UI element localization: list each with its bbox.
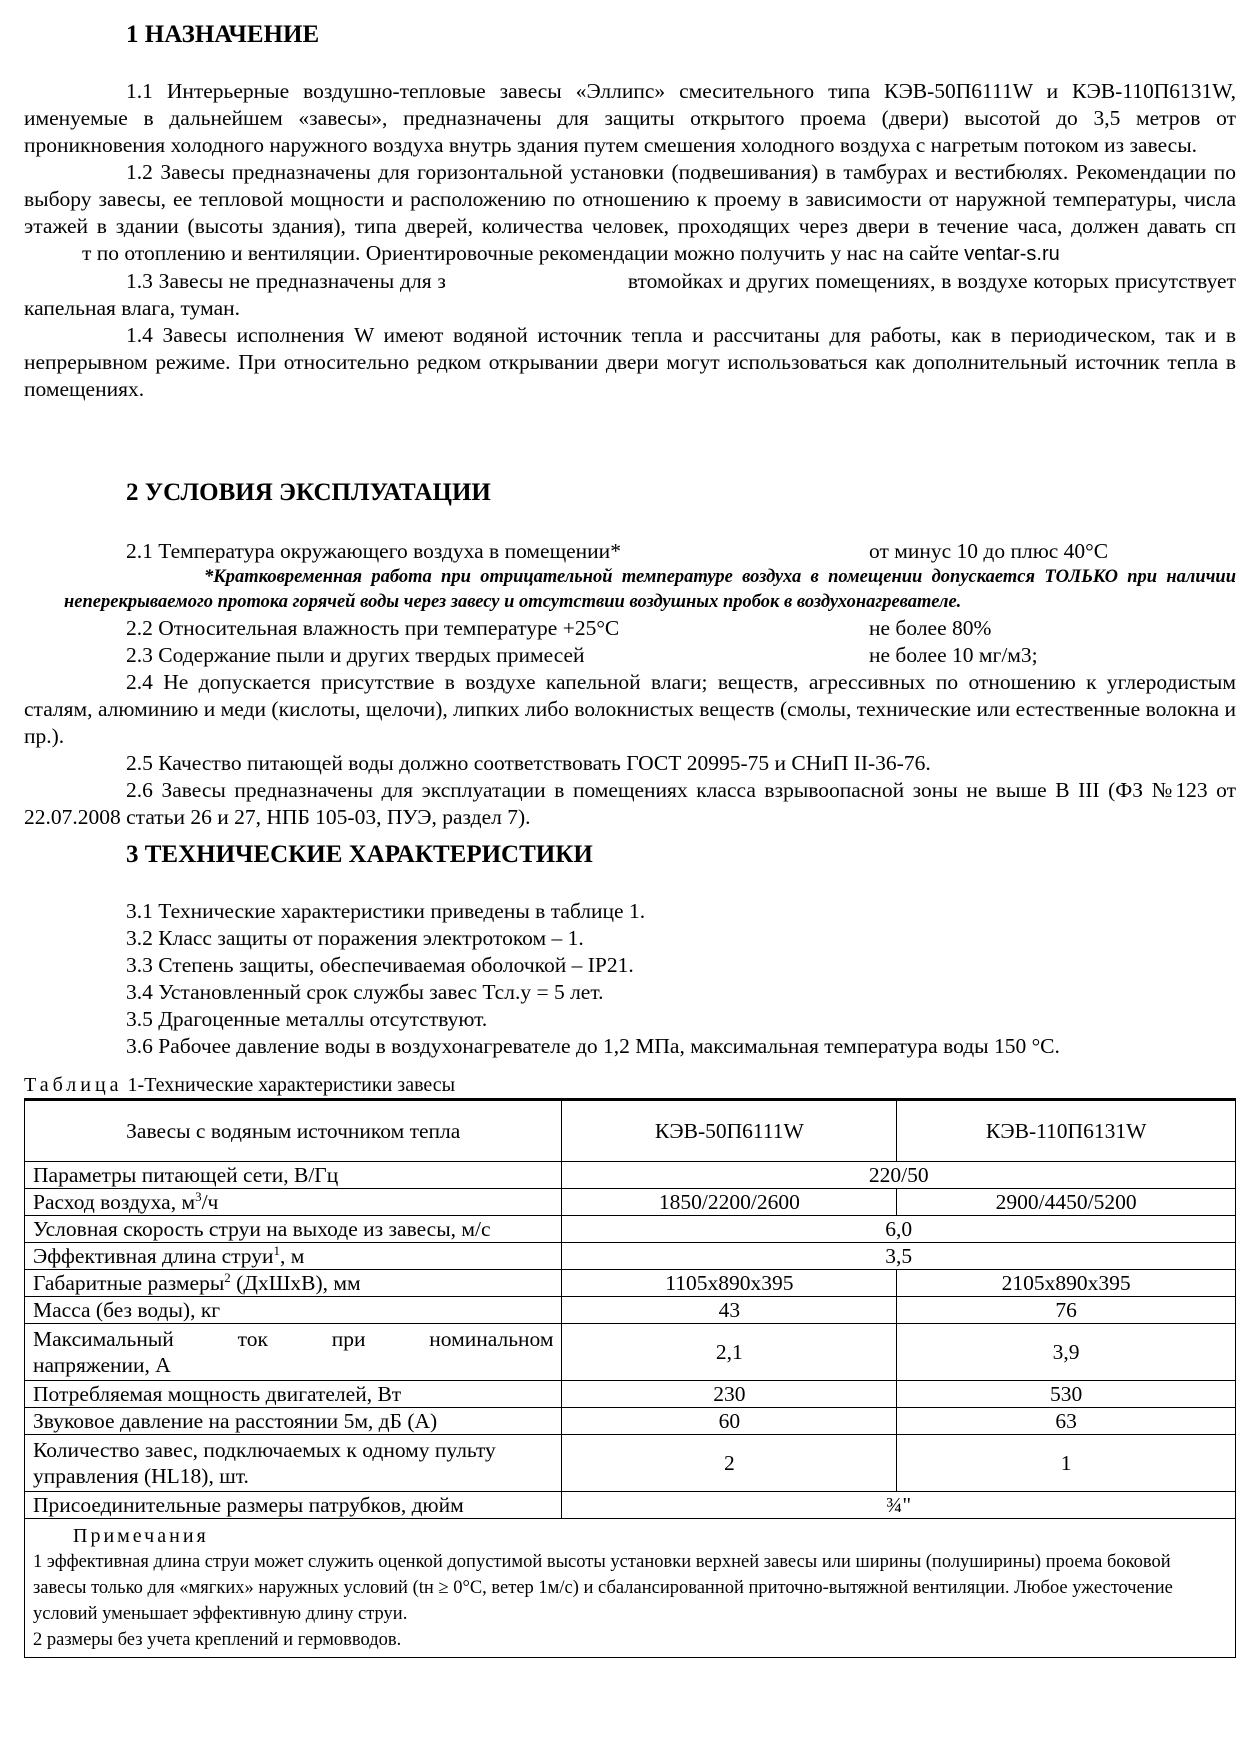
spec-line-3-6: 3.6 Рабочее давление воды в воздухонагревателе до 1,2 МПа, максимальная температура воды 150 °С. <box>126 1034 1060 1058</box>
section-3-heading: 3 ТЕХНИЧЕСКИЕ ХАРАКТЕРИСТИКИ <box>126 841 593 868</box>
section-2-body <box>24 538 1236 831</box>
table-row <box>25 1435 1236 1492</box>
paragraph-1-2-part-a: 1.2 Завесы предназначены для горизонтальной установки (подвешивания) в тамбурах и вестибюлях. Рекомендации по выбору завесы, ее тепловой мощности и расположению по отношению к проему в зависимости от наружной температуры, числа этажей в здании (высоты здания), типа дверей, количества человек, проходящих через двери в течение часа, должен давать сп <box>24 160 1236 238</box>
header-cell: КЭВ-110П6131W <box>897 1100 1236 1162</box>
table-row <box>25 1324 1236 1381</box>
row-label: Эффективная длина струи$^1$, м <box>25 1243 562 1270</box>
row-value-both: 220/50 <box>562 1162 1236 1189</box>
row-value-b: 530 <box>897 1381 1236 1408</box>
spec-line-3-4: 3.4 Установленный срок службы завес Тсл.у = 5 лет. <box>126 980 604 1004</box>
spec-line-3-5: 3.5 Драгоценные металлы отсутствуют. <box>126 1007 488 1031</box>
condition-value: не более 80% <box>869 616 992 640</box>
row-value-a: 2,1 <box>562 1324 897 1381</box>
row-value-a: 1105х890х395 <box>562 1270 897 1297</box>
spec-line-3-2: 3.2 Класс защиты от поражения электротоком – 1. <box>126 926 584 950</box>
condition-label: 2.1 Температура окружающего воздуха в помещении* <box>126 539 621 563</box>
condition-value: не более 10 мг/м3; <box>869 643 1038 667</box>
table-row <box>25 1381 1236 1408</box>
row-label: Масса (без воды), кг <box>25 1297 562 1324</box>
temperature-note: *Кратковременная работа при отрицательной температуре воздуха в помещении допускается ТОЛЬКО при наличии неперекрываемого протока горячей воды через завесу и отсутствии воздушных пробок в воздухонагревателе. <box>64 567 1236 612</box>
notes-title: Примечания <box>73 1525 209 1547</box>
row-value-b: 76 <box>897 1297 1236 1324</box>
paragraph-1-3 <box>24 268 1236 322</box>
table-caption <box>24 1072 455 1099</box>
paragraph-1-2-part-b: т по отоплению и вентиляции. Ориентировочные рекомендации можно получить у нас на сайте <box>82 241 959 265</box>
section-1-heading: 1 НАЗНАЧЕНИЕ <box>126 21 320 48</box>
row-value-b: 63 <box>897 1408 1236 1435</box>
spec-line-3-1: 3.1 Технические характеристики приведены в таблице 1. <box>126 899 646 923</box>
paragraph-1-3-part-a: 1.3 Завесы не предназначены для з <box>126 269 446 293</box>
row-value-a: 43 <box>562 1297 897 1324</box>
row-value-a: 230 <box>562 1381 897 1408</box>
table-caption-text: 1-Технические характеристики завесы <box>127 1074 456 1096</box>
note-1: 1 эффективная длина струи может служить оценкой допустимой высоты установки верхней завесы или ширины (полуширины) проема боковой завесы только для «мягких» наружных условий (tн ≥ 0°С, ветер 1м/с) и сбалансированной приточно-вытяжной вентиляции. Любое ужесточение условий уменьшает эффективную длину струи. <box>33 1552 1173 1624</box>
row-label: Условная скорость струи на выходе из завесы, м/с <box>25 1216 562 1243</box>
section-2-heading: 2 УСЛОВИЯ ЭКСПЛУАТАЦИИ <box>126 479 491 506</box>
paragraph-2-4: 2.4 Не допускается присутствие в воздухе капельной влаги; веществ, агрессивных по отношению к углеродистым сталям, алюминию и меди (кислоты, щелочи), липких либо волокнистых веществ (смолы, технические или естественные волокна и пр.). <box>24 670 1236 748</box>
row-label: Присоединительные размеры патрубков, дюйм <box>25 1492 562 1519</box>
row-value-a: 60 <box>562 1408 897 1435</box>
row-label: Расход воздуха, $м^3/ч$ <box>25 1189 562 1216</box>
table-row <box>25 1408 1236 1435</box>
table-row <box>25 1189 1236 1216</box>
row-label: Габаритные размеры$^2$ (ДхШхВ), мм <box>25 1270 562 1297</box>
table-row <box>25 1492 1236 1519</box>
row-value-a: 1850/2200/2600 <box>562 1189 897 1216</box>
row-label: Звуковое давление на расстоянии 5м, дБ (А) <box>25 1408 562 1435</box>
row-value-both: 6,0 <box>562 1216 1236 1243</box>
specs-table <box>24 1098 1236 1658</box>
paragraph-1-3-part-b: втомойках и других помещениях, в воздухе которых присутствует капельная влага, туман. <box>24 269 1236 320</box>
table-header-row <box>25 1100 1236 1162</box>
table-caption-word: Таблица <box>24 1074 123 1096</box>
table-notes-row <box>25 1519 1236 1658</box>
row-value-b: 1 <box>897 1435 1236 1492</box>
row-label: Максимальный ток при номинальном напряжении, А <box>25 1324 562 1381</box>
table-row <box>25 1162 1236 1189</box>
row-value-a: 2 <box>562 1435 897 1492</box>
row-label: Потребляемая мощность двигателей, Вт <box>25 1381 562 1408</box>
row-value-b: 3,9 <box>897 1324 1236 1381</box>
table-row <box>25 1243 1236 1270</box>
paragraph-2-6: 2.6 Завесы предназначены для эксплуатации в помещениях класса взрывоопасной зоны не выше В III (ФЗ №123 от 22.07.2008 статьи 26 и 27, НПБ 105-03, ПУЭ, раздел 7). <box>24 778 1236 829</box>
header-cell: Завесы с водяным источником тепла <box>25 1100 562 1162</box>
row-label: Количество завес, подключаемых к одному пульту управления (HL18), шт. <box>25 1435 562 1492</box>
condition-label: 2.3 Содержание пыли и других твердых примесей <box>126 643 585 667</box>
section-1-body <box>24 78 1236 403</box>
row-value-both: 3,5 <box>562 1243 1236 1270</box>
header-cell: КЭВ-50П6111W <box>562 1100 897 1162</box>
paragraph-1-4: 1.4 Завесы исполнения W имеют водяной источник тепла и рассчитаны для работы, как в периодическом, так и в непрерывном режиме. При относительно редком открывании двери могут использоваться как дополнительный источник тепла в помещениях. <box>24 323 1236 401</box>
website-link[interactable]: ventar-s.ru <box>964 243 1060 265</box>
table-row <box>25 1297 1236 1324</box>
condition-label: 2.2 Относительная влажность при температуре +25°С <box>126 616 620 640</box>
condition-row-2-2 <box>24 615 1236 642</box>
paragraph-1-1: 1.1 Интерьерные воздушно-тепловые завесы «Эллипс» смесительного типа КЭВ-50П6111W и КЭВ-110П6131W, именуемые в дальнейшем «завесы», предназначены для защиты открытого проема (двери) высотой до 3,5 метров от проникновения холодного наружного воздуха внутрь здания путем смешения холодного воздуха с нагретым потоком из завесы. <box>24 79 1236 157</box>
row-label: Параметры питающей сети, В/Гц <box>25 1162 562 1189</box>
condition-value: от минус 10 до плюс 40°С <box>869 539 1109 563</box>
condition-row-2-3 <box>24 642 1236 669</box>
spec-line-3-3: 3.3 Степень защиты, обеспечиваемая оболочкой – IP21. <box>126 953 634 977</box>
table-row <box>25 1216 1236 1243</box>
paragraph-1-2 <box>24 159 1236 268</box>
row-value-b: 2105х890х395 <box>897 1270 1236 1297</box>
row-value-both: ¾" <box>562 1492 1236 1519</box>
section-3-body <box>24 898 1236 1060</box>
table-row <box>25 1270 1236 1297</box>
table-notes <box>25 1519 1236 1658</box>
note-2: 2 размеры без учета креплений и гермовводов. <box>33 1630 402 1650</box>
condition-row-2-1 <box>24 538 1236 565</box>
row-value-b: 2900/4450/5200 <box>897 1189 1236 1216</box>
paragraph-2-5: 2.5 Качество питающей воды должно соответствовать ГОСТ 20995-75 и СНиП II-36-76. <box>126 751 931 775</box>
